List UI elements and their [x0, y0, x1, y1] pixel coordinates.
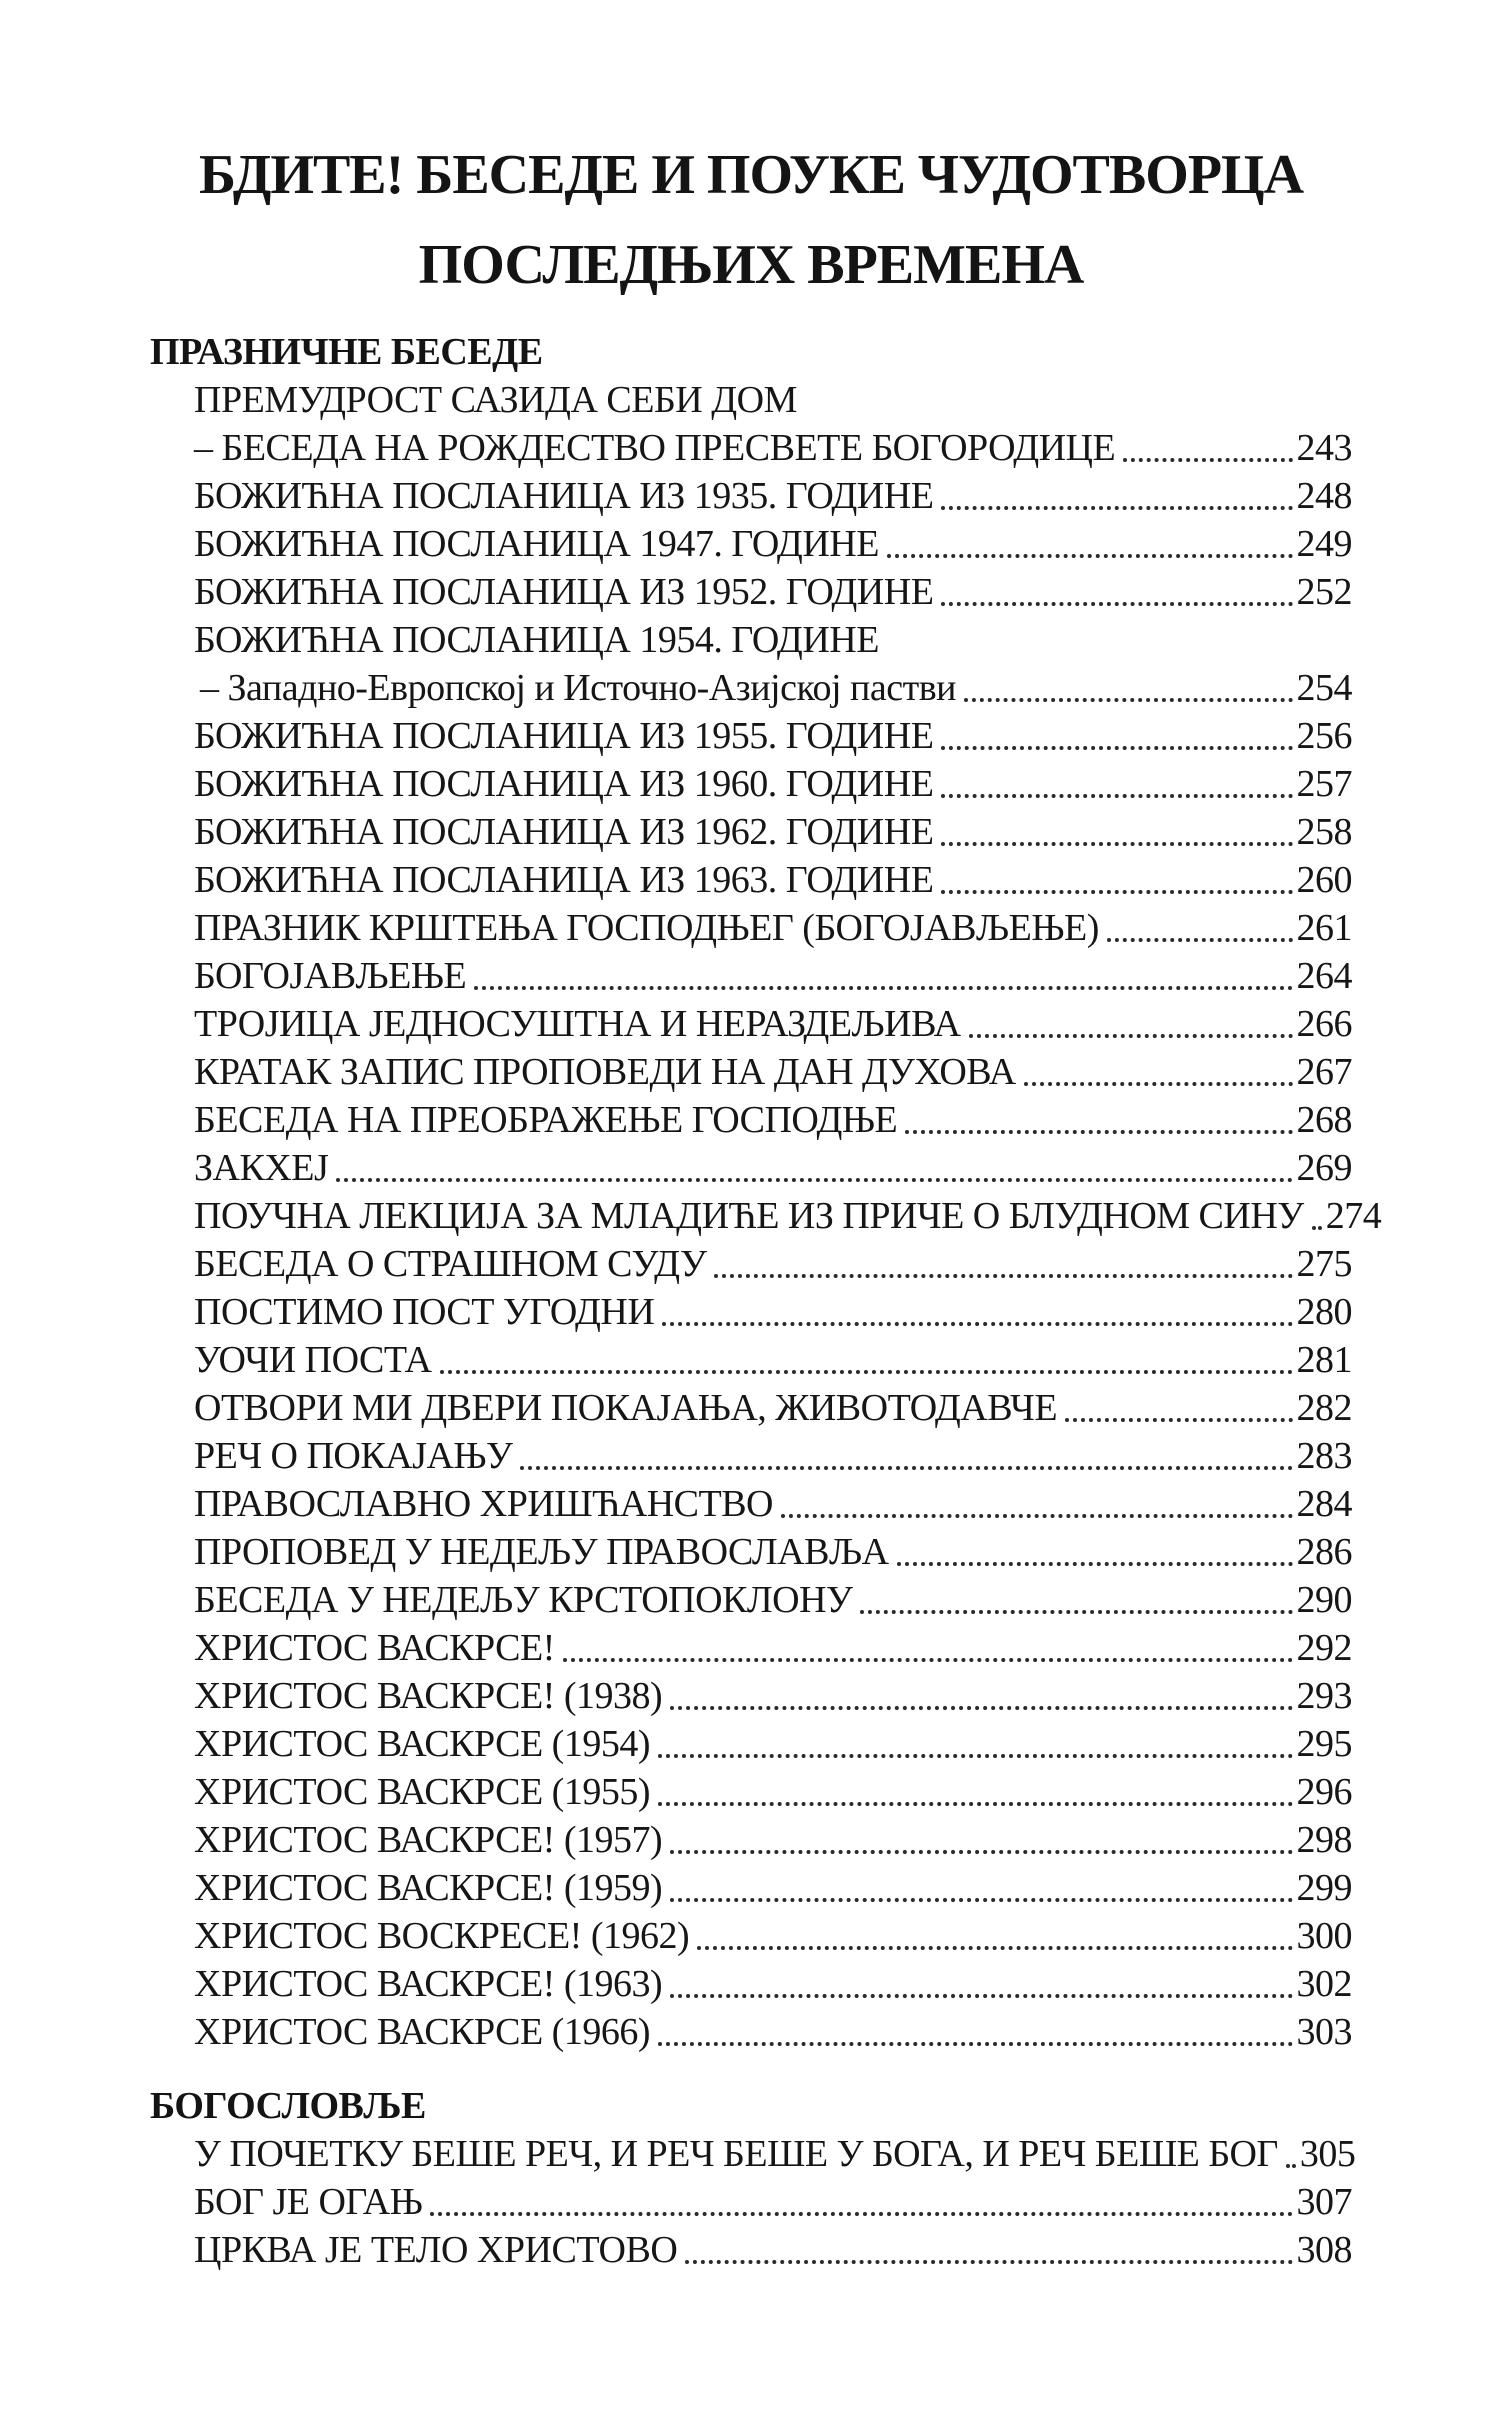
- toc-entry: [150, 1960, 1352, 2008]
- page-number: 296: [1296, 1771, 1352, 1813]
- dot-leader: [1123, 458, 1292, 462]
- book-title-line1: БДИТЕ! БЕСЕДЕ И ПОУКЕ ЧУДОТВОРЦА: [198, 144, 1304, 206]
- entry-title: У ПОЧЕТКУ БЕШЕ РЕЧ, И РЕЧ БЕШЕ У БОГА, И РЕЧ БЕШЕ БОГ: [194, 2133, 1278, 2175]
- page-number: 268: [1296, 1099, 1352, 1141]
- toc-entry: [150, 1096, 1352, 1144]
- dot-leader: [1107, 938, 1293, 942]
- entry-title: БОГОЈАВЉЕЊЕ: [194, 955, 467, 997]
- entry-title: БОЖИЋНА ПОСЛАНИЦА ИЗ 1955. ГОДИНЕ: [194, 715, 934, 757]
- toc-entry: [150, 1720, 1352, 1768]
- dot-leader: [941, 842, 1292, 846]
- dot-leader: [860, 1610, 1292, 1614]
- entry-title: ОТВОРИ МИ ДВЕРИ ПОКАЈАЊА, ЖИВОТОДАВЧЕ: [194, 1387, 1058, 1429]
- page-number: 302: [1296, 1963, 1352, 2005]
- entry-title: БОЖИЋНА ПОСЛАНИЦА 1947. ГОДИНЕ: [194, 523, 879, 565]
- toc-entry: [150, 2178, 1352, 2226]
- dot-leader: [941, 890, 1292, 894]
- page-number: 256: [1296, 715, 1352, 757]
- toc-entry: [150, 1672, 1352, 1720]
- entry-title: БОГ ЈЕ ОГАЊ: [194, 2181, 423, 2223]
- dot-leader: [474, 986, 1292, 990]
- page-number: 300: [1296, 1915, 1352, 1957]
- page-number: 267: [1296, 1051, 1352, 1093]
- toc-entry: [150, 1384, 1352, 1432]
- entry-title: РЕЧ О ПОКАЈАЊУ: [194, 1435, 513, 1477]
- entry-title: – БЕСЕДА НА РОЖДЕСТВО ПРЕСВЕТЕ БОГОРОДИЦЕ: [194, 427, 1116, 469]
- entry-title: ХРИСТОС ВАСКРСЕ!: [194, 1627, 555, 1669]
- entry-title: БОЖИЋНА ПОСЛАНИЦА ИЗ 1952. ГОДИНЕ: [194, 571, 934, 613]
- page-number: 298: [1296, 1819, 1352, 1861]
- toc-entry: [150, 616, 1352, 664]
- toc-entry: [150, 568, 1352, 616]
- dot-leader: [781, 1514, 1292, 1518]
- page-number: 275: [1296, 1243, 1352, 1285]
- toc-entry: [150, 1864, 1352, 1912]
- page-number: 292: [1296, 1627, 1352, 1669]
- page-number: 282: [1296, 1387, 1352, 1429]
- dot-leader: [941, 794, 1292, 798]
- toc-entry: [150, 664, 1352, 712]
- entry-title: ХРИСТОС ВАСКРСЕ (1955): [194, 1771, 650, 1813]
- toc-entry: [150, 952, 1352, 1000]
- entry-title: ПРАВОСЛАВНО ХРИШЋАНСТВО: [194, 1483, 774, 1525]
- page-number: 260: [1296, 859, 1352, 901]
- book-title-line2: ПОСЛЕДЊИХ ВРЕМЕНА: [418, 234, 1084, 296]
- page-number: 264: [1296, 955, 1352, 997]
- toc-entry: [150, 1432, 1352, 1480]
- page-number: 307: [1296, 2181, 1352, 2223]
- entry-title: КРАТАК ЗАПИС ПРОПОВЕДИ НА ДАН ДУХОВА: [194, 1051, 1016, 1093]
- page-number: 249: [1296, 523, 1352, 565]
- dot-leader: [658, 1754, 1293, 1758]
- page-number: 299: [1296, 1867, 1352, 1909]
- dot-leader: [430, 2212, 1292, 2216]
- entry-title: ХРИСТОС ВАСКРСЕ (1954): [194, 1723, 650, 1765]
- page-number: 295: [1296, 1723, 1352, 1765]
- toc-entry: [150, 856, 1352, 904]
- entry-title: ТРОЈИЦА ЈЕДНОСУШТНА И НЕРАЗДЕЉИВА: [194, 1003, 961, 1045]
- page-number: 269: [1296, 1147, 1352, 1189]
- page-number: 274: [1325, 1195, 1382, 1237]
- dot-leader: [336, 1178, 1292, 1182]
- page-number: 286: [1296, 1531, 1352, 1573]
- dot-leader: [941, 746, 1292, 750]
- dot-leader: [1024, 1082, 1293, 1086]
- entry-title: ПОУЧНА ЛЕКЦИЈА ЗА МЛАДИЋЕ ИЗ ПРИЧЕ О БЛУДНОМ СИНУ: [194, 1195, 1304, 1237]
- toc-entry: [150, 520, 1352, 568]
- toc-entry: [150, 1480, 1352, 1528]
- dot-leader: [685, 2260, 1292, 2264]
- toc-entry: [150, 1048, 1352, 1096]
- page-number: 280: [1296, 1291, 1352, 1333]
- dot-leader: [697, 1946, 1292, 1950]
- page-number: 252: [1296, 571, 1352, 613]
- dot-leader: [520, 1466, 1292, 1470]
- toc: [150, 328, 1382, 2274]
- page-number: 283: [1296, 1435, 1352, 1477]
- entry-title: БОЖИЋНА ПОСЛАНИЦА 1954. ГОДИНЕ: [194, 619, 879, 661]
- dot-leader: [1065, 1418, 1292, 1422]
- dot-leader: [670, 1706, 1292, 1710]
- toc-entry: [150, 904, 1352, 952]
- entry-title: ПОСТИМО ПОСТ УГОДНИ: [194, 1291, 655, 1333]
- book-title: [150, 130, 1352, 310]
- page-number: 257: [1296, 763, 1352, 805]
- page-number: 261: [1296, 907, 1352, 949]
- toc-entry: [150, 1000, 1352, 1048]
- toc-entry: [150, 712, 1352, 760]
- entry-title: БОЖИЋНА ПОСЛАНИЦА ИЗ 1960. ГОДИНЕ: [194, 763, 934, 805]
- entry-title: ПРОПОВЕД У НЕДЕЉУ ПРАВОСЛАВЉА: [194, 1531, 889, 1573]
- page-number: 293: [1296, 1675, 1352, 1717]
- dot-leader: [941, 506, 1292, 510]
- entry-title: УОЧИ ПОСТА: [194, 1339, 432, 1381]
- toc-entry: [150, 1912, 1352, 1960]
- entry-title: ХРИСТОС ВАСКРСЕ! (1938): [194, 1675, 663, 1717]
- toc-section: [150, 328, 1382, 2056]
- page-number: 266: [1296, 1003, 1352, 1045]
- page-number: 254: [1296, 667, 1352, 709]
- toc-entry: [150, 760, 1352, 808]
- entry-title: ХРИСТОС ВАСКРСЕ (1966): [194, 2011, 650, 2053]
- entry-title: ЗАКХЕЈ: [194, 1147, 329, 1189]
- toc-entry: [150, 1336, 1352, 1384]
- page-number: 290: [1296, 1579, 1352, 1621]
- toc-entry: [150, 2226, 1352, 2274]
- dot-leader: [1286, 2164, 1296, 2168]
- dot-leader: [905, 1130, 1292, 1134]
- entry-title: БЕСЕДА НА ПРЕОБРАЖЕЊЕ ГОСПОДЊЕ: [194, 1099, 898, 1141]
- dot-leader: [941, 602, 1292, 606]
- entry-title: ХРИСТОС ВАСКРСЕ! (1957): [194, 1819, 663, 1861]
- toc-section: [150, 2082, 1356, 2274]
- entry-title: БОЖИЋНА ПОСЛАНИЦА ИЗ 1963. ГОДИНЕ: [194, 859, 934, 901]
- toc-entry: [150, 1144, 1352, 1192]
- toc-entry: [150, 1288, 1352, 1336]
- page-number: 281: [1296, 1339, 1352, 1381]
- dot-leader: [964, 698, 1293, 702]
- entry-title: ХРИСТОС ВОСКРЕСЕ! (1962): [194, 1915, 690, 1957]
- toc-entry: [150, 424, 1352, 472]
- entry-title: ПРЕМУДРОСТ САЗИДА СЕБИ ДОМ: [194, 379, 797, 421]
- dot-leader: [563, 1658, 1293, 1662]
- dot-leader: [714, 1274, 1292, 1278]
- section-header: ПРАЗНИЧНЕ БЕСЕДЕ: [150, 331, 543, 373]
- page-number: 305: [1299, 2133, 1356, 2175]
- toc-entry: [150, 1192, 1382, 1240]
- entry-title: БЕСЕДА У НЕДЕЉУ КРСТОПОКЛОНУ: [194, 1579, 853, 1621]
- dot-leader: [662, 1322, 1292, 1326]
- entry-title: БЕСЕДА О СТРАШНОМ СУДУ: [194, 1243, 707, 1285]
- entry-title: ЦРКВА ЈЕ ТЕЛО ХРИСТОВО: [194, 2229, 678, 2271]
- page-number: 248: [1296, 475, 1352, 517]
- toc-entry: [150, 1240, 1352, 1288]
- dot-leader: [969, 1034, 1293, 1038]
- page-number: 308: [1296, 2229, 1352, 2271]
- toc-entry: [150, 472, 1352, 520]
- toc-entry: [150, 1768, 1352, 1816]
- toc-entry: [150, 1816, 1352, 1864]
- dot-leader: [887, 554, 1293, 558]
- entry-title: ХРИСТОС ВАСКРСЕ! (1963): [194, 1963, 663, 2005]
- dot-leader: [897, 1562, 1293, 1566]
- dot-leader: [440, 1370, 1293, 1374]
- toc-entry: [150, 1528, 1352, 1576]
- entry-title: – Западно-Европској и Источно-Азијској пастви: [200, 667, 956, 709]
- toc-entry: [150, 808, 1352, 856]
- entry-title: ХРИСТОС ВАСКРСЕ! (1959): [194, 1867, 663, 1909]
- entry-title: БОЖИЋНА ПОСЛАНИЦА ИЗ 1935. ГОДИНЕ: [194, 475, 934, 517]
- dot-leader: [1312, 1226, 1322, 1230]
- dot-leader: [658, 1802, 1293, 1806]
- page-number: 243: [1296, 427, 1352, 469]
- dot-leader: [670, 1994, 1292, 1998]
- section-header: БОГОСЛОВЉЕ: [150, 2085, 426, 2127]
- dot-leader: [670, 1850, 1292, 1854]
- toc-entry: [150, 2130, 1356, 2178]
- toc-entry: [150, 1624, 1352, 1672]
- page-number: 258: [1296, 811, 1352, 853]
- dot-leader: [658, 2042, 1293, 2046]
- page-number: 284: [1296, 1483, 1352, 1525]
- entry-title: ПРАЗНИК КРШТЕЊА ГОСПОДЊЕГ (БОГОЈАВЉЕЊЕ): [194, 907, 1099, 949]
- entry-title: БОЖИЋНА ПОСЛАНИЦА ИЗ 1962. ГОДИНЕ: [194, 811, 934, 853]
- dot-leader: [670, 1898, 1292, 1902]
- toc-entry: [150, 376, 1352, 424]
- toc-entry: [150, 2008, 1352, 2056]
- page-number: 303: [1296, 2011, 1352, 2053]
- toc-entry: [150, 1576, 1352, 1624]
